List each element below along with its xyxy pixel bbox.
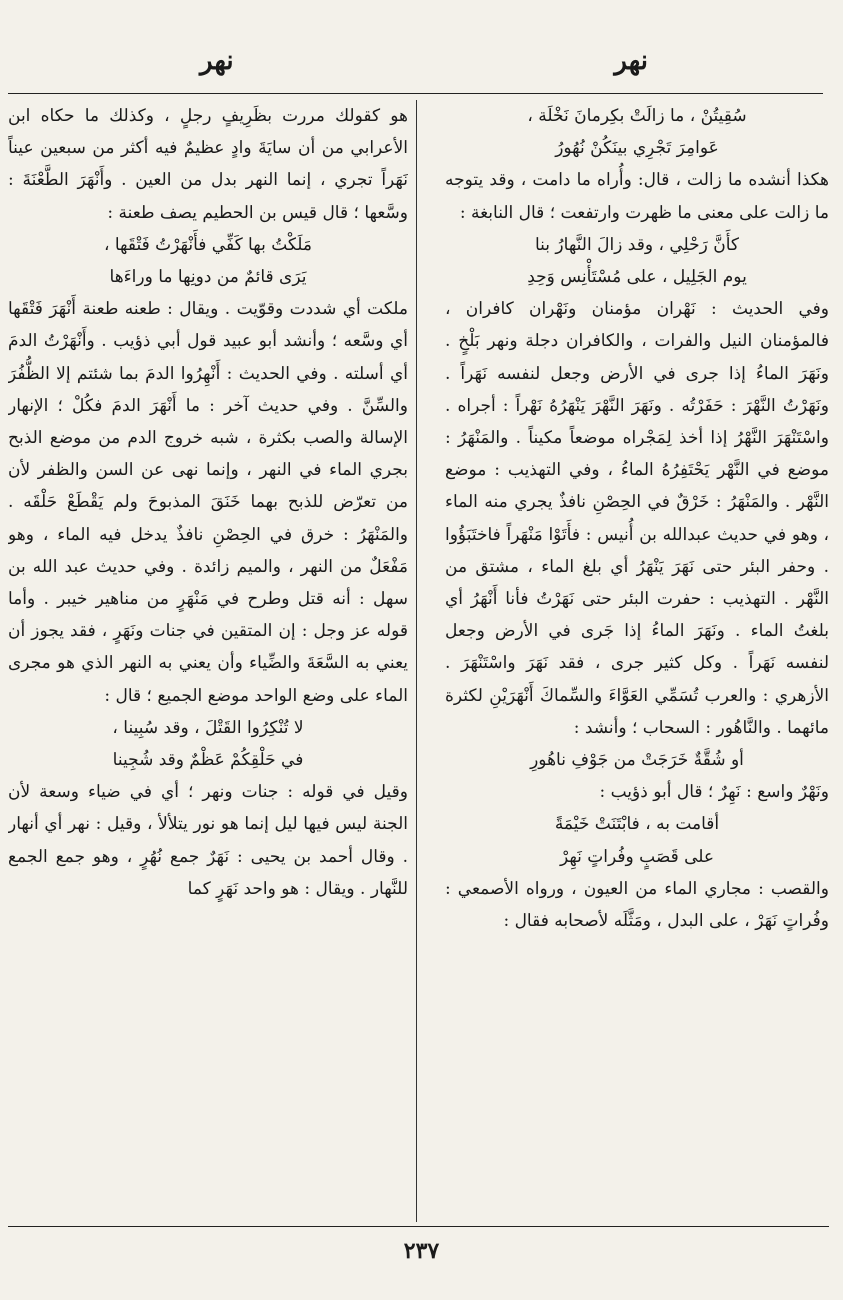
verse-line: على قَصَبٍ وفُراتٍ نَهِرْ — [559, 846, 715, 867]
right-column — [445, 100, 829, 1210]
verse-line: أو شُقَّةٌ خَرَجَتْ من جَوْفِ ناهُورِ — [530, 750, 744, 771]
verse-line: يوم الجَلِيل ، على مُسْتَأْنِس وَحِدِ — [527, 267, 747, 288]
verse-line: عَوامِرَ تَجْرِي بينَكُنْ نُهُورُ — [555, 138, 719, 159]
left-column — [8, 100, 408, 1210]
column-divider — [416, 100, 417, 1222]
headword-left: نهر — [200, 46, 234, 76]
verse-line: لا تُنْكِرُوا القَتْلَ ، وقد سُبِينا ، — [112, 717, 304, 738]
prose-paragraph: وقيل في قوله : جنات ونهر ؛ أي في ضياء وسعة لأن الجنة ليس فيها ليل إنما هو نور يتلألأ ، وقيل : نهر أي أنهار . وقال أحمد بن يحيى : نَهَرٌ جمع نُهُرٍ ، وهو جمع الجمع للنَّهار . ويقال : هو واحد نَهَرٍ كما — [8, 782, 408, 899]
page-header — [10, 38, 833, 80]
verse-line: أقامت به ، فابْتَنَتْ خَيْمَةً — [554, 814, 720, 835]
prose-paragraph: هكذا أنشده ما زالت ، قال: وأُراه ما دامت ، وقد يتوجه ما زالت على معنى ما ظهرت وارتفعت ؛ قال النابغة : — [445, 170, 829, 223]
verse-line: سُقِيتُنْ ، ما زالَتْ بكِرمانَ نَخْلَة ، — [527, 106, 747, 126]
page-number: ٢٣٧ — [403, 1238, 440, 1264]
top-rule — [8, 93, 823, 94]
prose-paragraph: ونَهْرٌ واسع : نَهِرٌ ؛ قال أبو ذؤيب : — [599, 782, 829, 803]
verse-line: مَلَكْتُ بها كَفِّي فأَنْهَرْتُ فَتْقَها ، — [103, 234, 313, 255]
verse-line: كأَنَّ رَحْلِي ، وقد زالَ النَّهارُ بنا — [534, 234, 740, 255]
verse-line: في حَلْقِكُمْ عَظْمٌ وقد شُجِينا — [112, 750, 304, 771]
prose-paragraph: وفي الحديث : نَهْران مؤمنان ونَهْران كافران ، فالمؤمنان النيل والفرات ، والكافران دجلة ونهر بَلْخٍ . ونَهَرَ الماءُ إذا جرى في الأرض وجعل لنفسه نَهَراً . ونَهَرْتُ النَّهْرَ : حَفَرْتُه . ونَهَرَ النَّهْرَ يَنْهَرُهُ نَهْراً : أجراه . واسْتَنْهَرَ النَّهْرُ إذا أخذ لِمَجْراه موضعاً مكيناً . والمَنْهَرُ : موضع في النَّهْر يَحْتَفِرُهُ الماءُ ، وفي التهذيب : موضع النَّهْر . والمَنْهَرُ : خَرْقٌ في الحِصْنِ نافذٌ يجري منه الماء ، وهو في حديث عبدالله بن أُنيس : فأَتَوْا مَنْهَراً فاختَبَؤُوا . وحفر البئر حتى نَهَرَ يَنْهَرُ أي بلغ الماء ، مشتق من النَّهْر . التهذيب : حفرت البئر حتى نَهَرْتُ فأنا أَنْهَرُ أي بلغتُ الماء . ونَهَرَ الماءُ إذا جَرى في الأرض وجعل لنفسه نَهَراً . وكل كثير جرى ، فقد نَهَرَ واسْتَنْهَرَ . الأزهري : والعرب تُسَمِّي العَوَّاءَ والسِّماكَ أَنْهَرَيْنِ لكثرة مائهما . والنَّاهُور : السحاب ؛ وأنشد : — [445, 299, 829, 738]
verse-line: يَرَى قائمٌ من دونِها ما وراءَها — [109, 267, 307, 288]
prose-paragraph: ملكت أي شددت وقوّيت . ويقال : طعنه طعنة أَنْهَرَ فَتْقَها أي وسَّعه ؛ وأنشد أبو عبيد قول أبي ذؤيب . وأَنْهَرْتُ الدمَ أي أسلته . وفي الحديث : أَنْهِرُوا الدمَ بما شئتم إلا الظُّفُرَ والسِّنَّ . وفي حديث آخر : ما أَنْهَرَ الدمَ فكُلْ ؛ الإنهار الإسالة والصب بكثرة ، شبه خروج الدم من موضع الذبح بجري الماء في النهر ، وإنما نهى عن السن والظفر لأن من تعرّض للذبح بهما خَنَقَ المذبوحَ ولم يَقْطَعْ حَلْقَه . والمَنْهَرُ : خرق في الحِصْنِ نافذٌ يدخل فيه الماء ، وهو مَفْعَلٌ من النهر ، والميم زائدة . وفي حديث عبد الله بن سهل : أنه قتل وطرح في مَنْهَرٍ من مناهير خيبر . وأما قوله عز وجل : إن المتقين في جنات ونَهَرٍ ، فقد يجوز أن يعني به السَّعَةَ والضِّياء وأن يعني به النهر الذي هو مجرى الماء على وضع الواحد موضع الجميع ؛ قال : — [8, 299, 408, 706]
headword-right: نهر — [614, 46, 648, 76]
prose-paragraph: والقصب : مجاري الماء من العيون ، ورواه الأصمعي : وفُراتٍ نَهَرْ ، على البدل ، ومَثَّلَه لأصحابه فقال : — [445, 878, 829, 932]
prose-paragraph: هو كقولك مررت بظَرِيفٍ رجلٍ ، وكذلك ما حكاه ابن الأعرابي من أن سايَةَ وادٍ عظيمٌ فيه أكثر من سبعين عيناً نَهَراً تجري ، إنما النهر بدل من العين . وأَنْهَرَ الطَّعْنَةَ : وسَّعها ؛ قال قيس بن الحطيم يصف طعنة : — [8, 106, 408, 223]
bottom-rule — [8, 1226, 829, 1227]
